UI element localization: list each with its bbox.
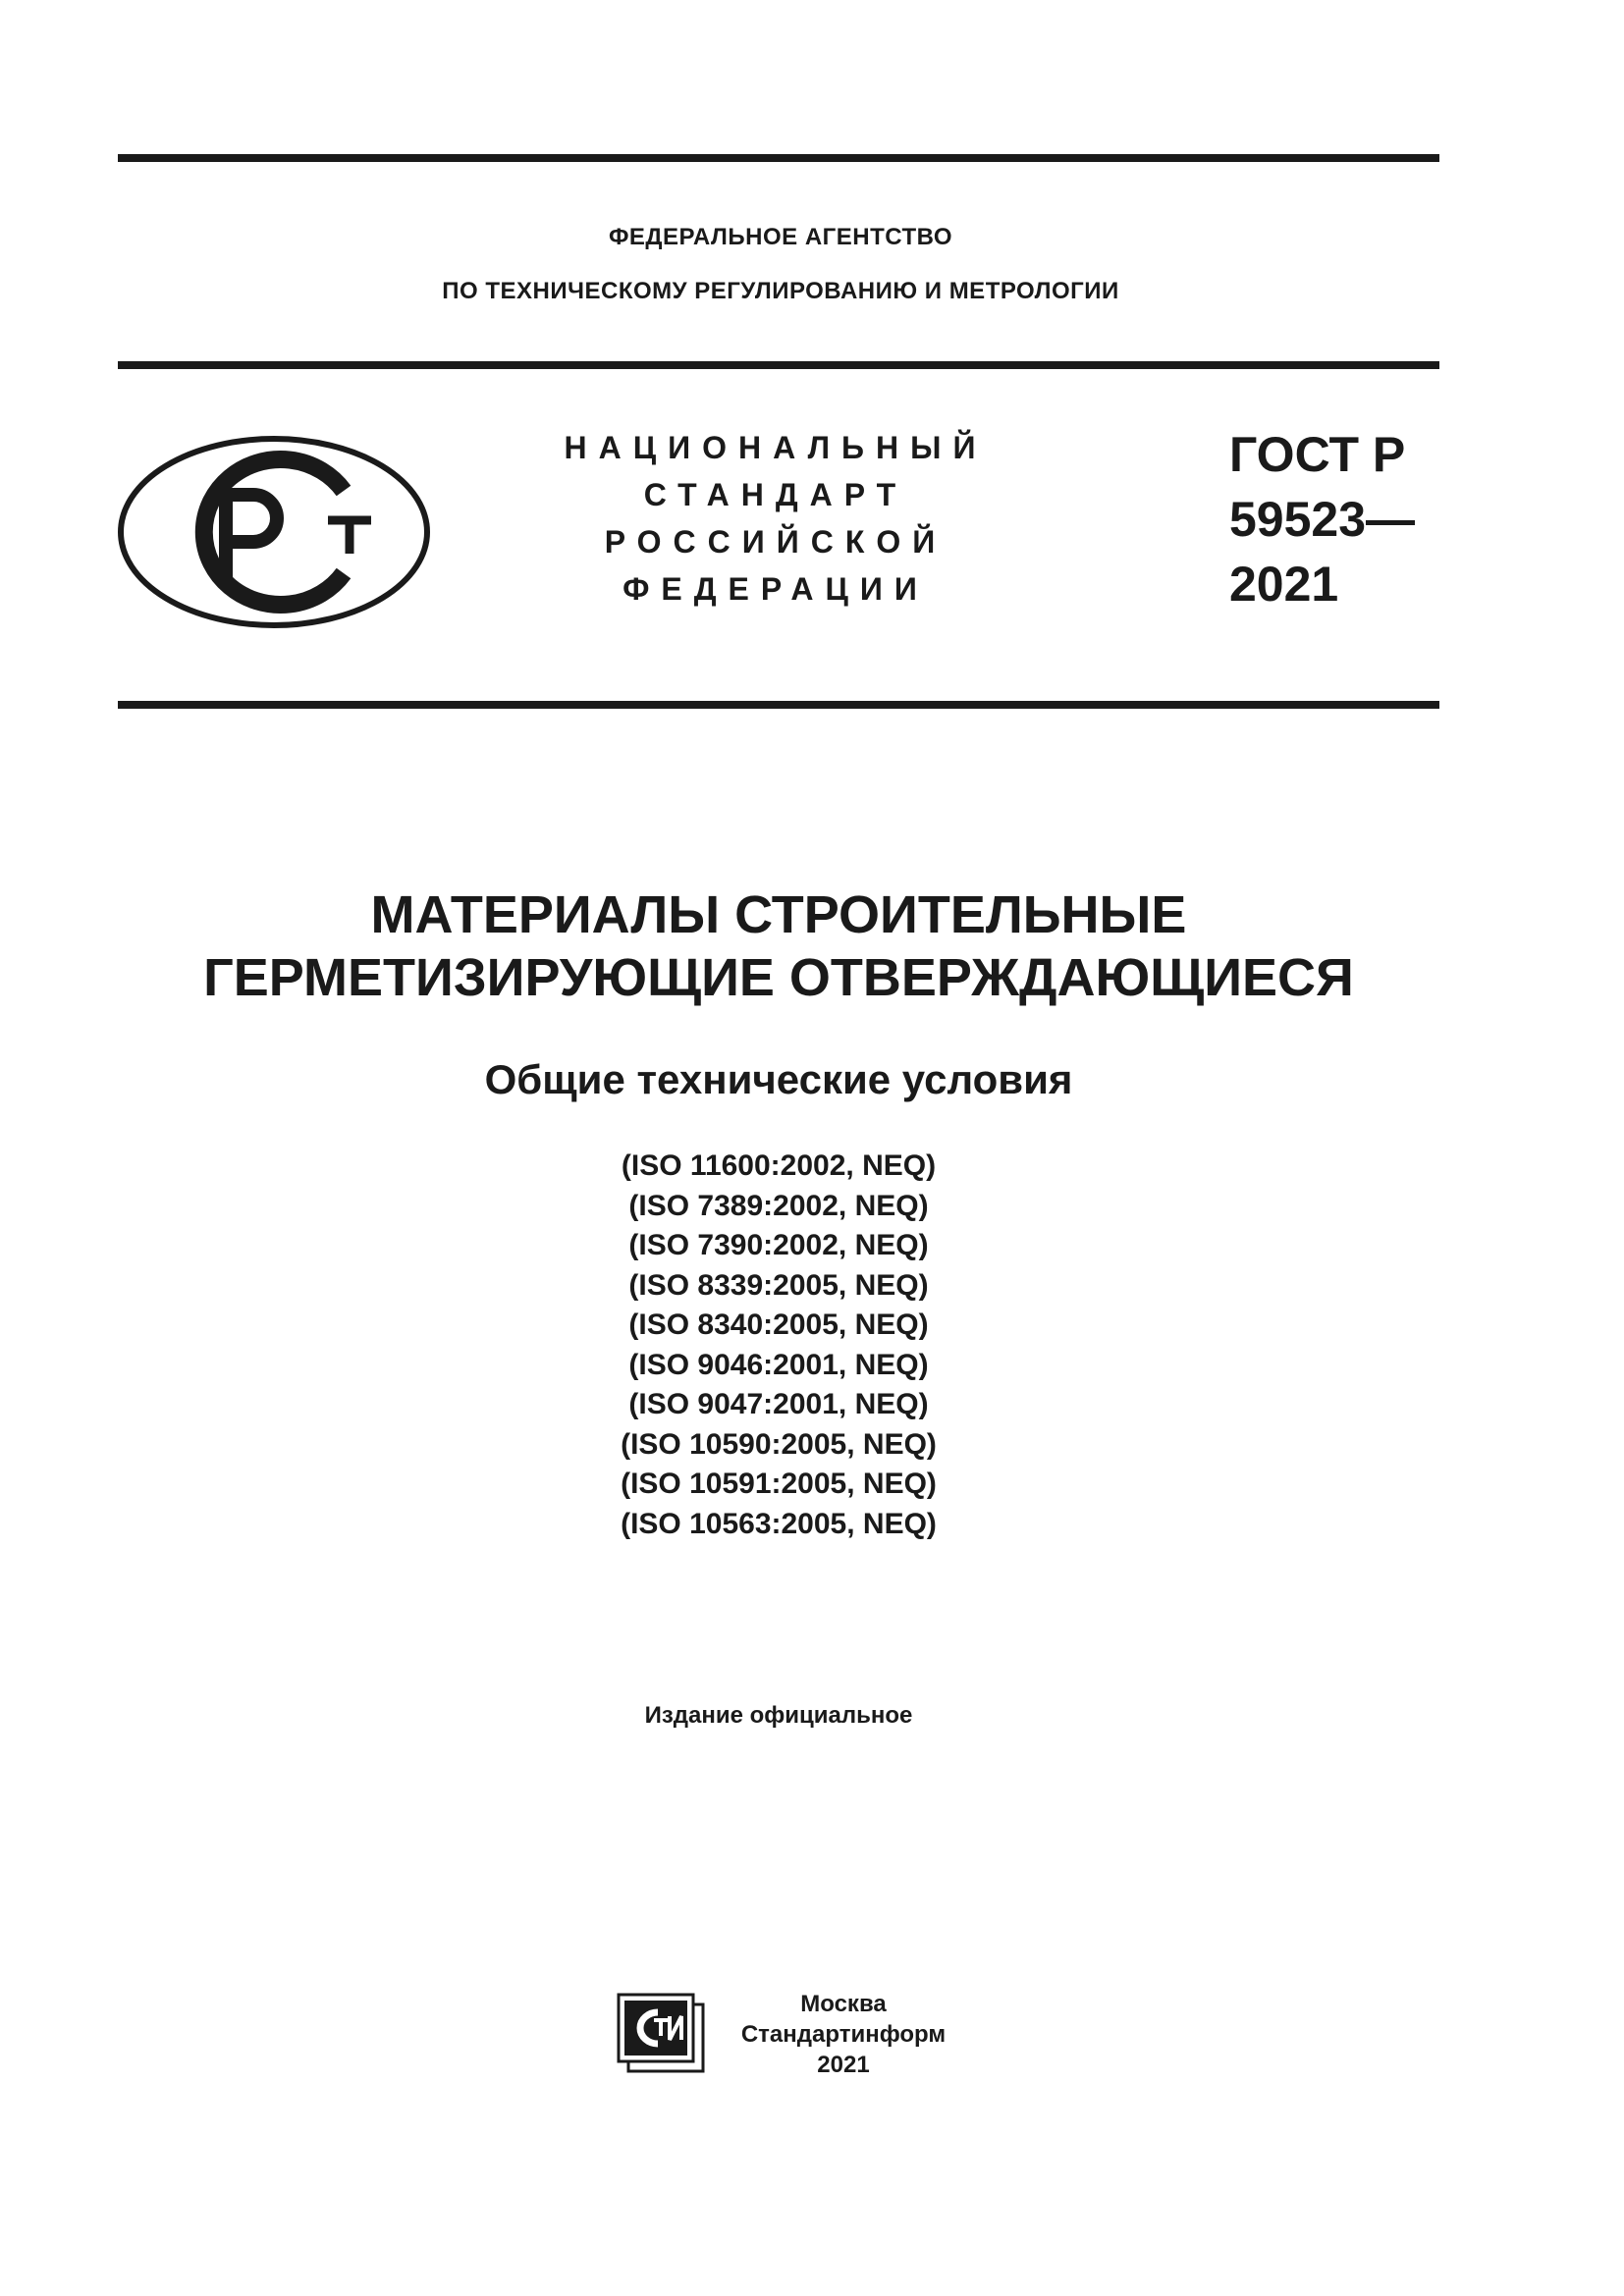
header-rule	[118, 361, 1439, 369]
publication-year: 2021	[817, 2052, 870, 2078]
title-line: ГЕРМЕТИЗИРУЮЩИЕ ОТВЕРЖДАЮЩИЕСЯ	[203, 948, 1354, 1007]
iso-reference: (ISO 7389:2002, NEQ)	[628, 1189, 929, 1222]
standard-code	[1229, 422, 1415, 616]
iso-reference: (ISO 9046:2001, NEQ)	[628, 1348, 929, 1381]
document-subtitle: Общие технические условия	[484, 1056, 1073, 1102]
iso-reference: (ISO 10590:2005, NEQ)	[621, 1427, 937, 1461]
standard-code-line: 2021	[1229, 557, 1339, 612]
standard-code-line: 59523—	[1229, 492, 1416, 547]
standard-type-line: НАЦИОНАЛЬНЫЙ	[564, 430, 988, 465]
publisher-info	[707, 1989, 980, 2080]
iso-reference: (ISO 9047:2001, NEQ)	[628, 1388, 929, 1420]
standard-type-line: ФЕДЕРАЦИИ	[623, 571, 929, 607]
publisher-name: Стандартинформ	[740, 2021, 947, 2048]
iso-reference: (ISO 10591:2005, NEQ)	[621, 1468, 937, 1500]
iso-reference: (ISO 8339:2005, NEQ)	[628, 1268, 929, 1302]
standard-type-line: РОССИЙСКОЙ	[604, 524, 947, 560]
rst-mark-logo	[116, 434, 432, 630]
top-rule	[118, 154, 1439, 162]
publisher-city: Москва	[800, 1991, 887, 2017]
iso-reference: (ISO 10563:2005, NEQ)	[621, 1507, 937, 1540]
official-edition-label: Издание официальное	[644, 1702, 913, 1729]
standartinform-logo	[615, 1991, 707, 2075]
iso-reference: (ISO 7390:2002, NEQ)	[628, 1229, 929, 1261]
iso-reference: (ISO 11600:2002, NEQ)	[621, 1149, 937, 1182]
title-rule	[118, 701, 1439, 709]
standard-type-line: СТАНДАРТ	[643, 477, 908, 512]
standard-code-line: ГОСТ Р	[1229, 427, 1406, 482]
national-standard-label	[511, 424, 1041, 613]
document-title	[0, 883, 1557, 1009]
title-line: МАТЕРИАЛЫ СТРОИТЕЛЬНЫЕ	[370, 885, 1187, 944]
agency-name-line1: ФЕДЕРАЛЬНОЕ АГЕНТСТВО	[608, 224, 953, 250]
iso-reference-list	[0, 1147, 1557, 1544]
agency-name-line2: ПО ТЕХНИЧЕСКОМУ РЕГУЛИРОВАНИЮ И МЕТРОЛОГИИ	[442, 278, 1119, 304]
iso-reference: (ISO 8340:2005, NEQ)	[628, 1308, 929, 1341]
